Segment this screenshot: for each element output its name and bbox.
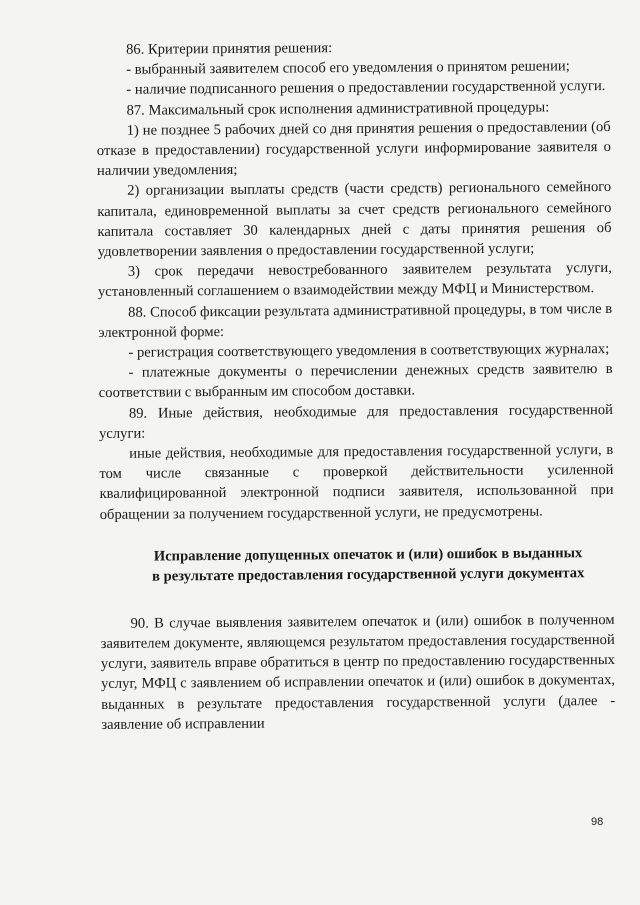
spacer — [100, 584, 614, 614]
paragraph-86-item-1: - выбранный заявителем способ его уведомления о принятом решении; — [126, 58, 570, 78]
paragraph-89: 89. Иные действия, необходимые для предоставления государственной услуги: — [99, 401, 613, 442]
document-body — [96, 36, 615, 735]
paragraph-88: 88. Способ фиксации результата административной процедуры, в том числе в электронной форме: — [98, 300, 613, 341]
paragraph-88-item-1: - регистрация соответствующего уведомления в соответствующих журналах; — [128, 341, 610, 361]
paragraph-88-item-2: - платежные документы о перечислении денежных средств заявителю в соответствии с выбранным им способом доставки. — [98, 361, 613, 402]
paragraph-86: 86. Критерии принятия решения: — [126, 40, 333, 58]
paragraph-86-item-2: - наличие подписанного решения о предоставлении государственной услуги. — [126, 78, 606, 99]
paragraph-87-item-3: 3) срок передачи невостребованного заявителем результата услуги, установленный соглашением о взаимодействии между МФЦ и Министерством. — [97, 260, 612, 301]
paragraph-90: 90. В случае выявления заявителем опечаток и (или) ошибок в полученном заявителем документе, являющемся результатом предоставления государственной услуги, заявитель вправе обратиться в центр по предоставлению государственных услуг, МФЦ с заявлением об исправлении опечаток и (или) ошибок в документах, выданных в результате предоставления государственной услуги (далее - заявление об исправлении — [100, 611, 616, 733]
page-number: 98 — [591, 816, 604, 828]
paragraph-89-text: иные действия, необходимые для предоставления государственной услуги, в том числе связанные с проверкой действительности усиленной квалифицированной электронной подписи заявителя, использованной при обращении за получением государственной услуги, не предусмотрены. — [99, 442, 614, 523]
paragraph-87-item-2: 2) организации выплаты средств (части средств) регионального семейного капитала, единовременной выплаты за счет средств регионального семейного капитала составляет 30 календарных дней с даты принятия решения об удовлетворении заявления о предоставлении государственной услуги; — [97, 179, 612, 261]
paragraph-87-item-1: 1) не позднее 5 рабочих дней со дня принятия решения о предоставлении (об отказе в предоставлении) государственной услуги информирование заявителя о наличии уведомления; — [96, 118, 611, 180]
section-heading-line-1: Исправление допущенных опечаток и (или) ошибок в выданных — [153, 545, 583, 565]
paragraph-87: 87. Максимальный срок исполнения административной процедуры: — [126, 99, 550, 119]
section-heading-line-2: в результате предоставления государственной услуги документах — [151, 565, 585, 585]
